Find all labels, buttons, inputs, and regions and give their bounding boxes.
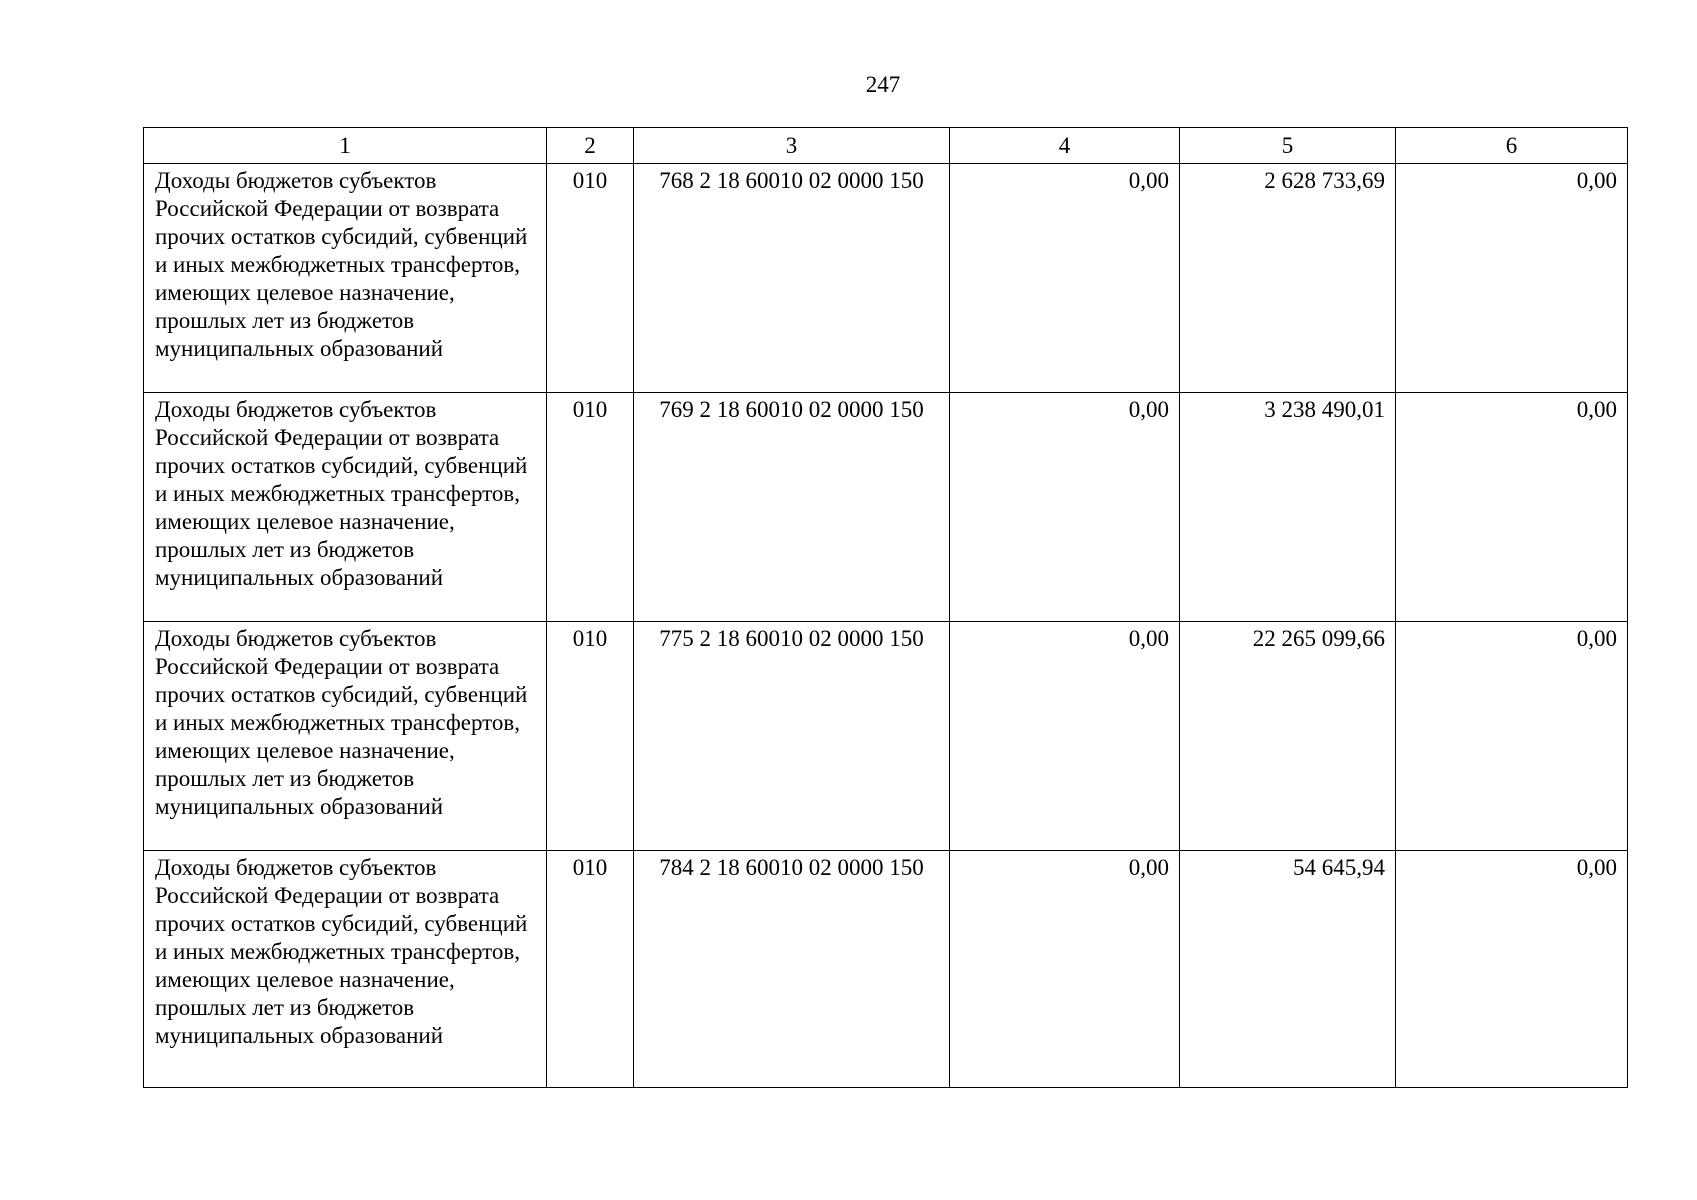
line-code-cell: 010: [547, 164, 634, 393]
table-row: [144, 622, 1628, 851]
value-col5-cell: 3 238 490,01: [1180, 393, 1396, 622]
income-name-cell: Доходы бюджетов субъектов Российской Федерации от возврата прочих остатков субсидий, субвенций и иных межбюджетных трансфертов, имеющих целевое назначение, прошлых лет из бюджетов муниципальных образований: [144, 851, 547, 1088]
value-col6-cell: 0,00: [1396, 622, 1628, 851]
income-name-cell: Доходы бюджетов субъектов Российской Федерации от возврата прочих остатков субсидий, субвенций и иных межбюджетных трансфертов, имеющих целевое назначение, прошлых лет из бюджетов муниципальных образований: [144, 164, 547, 393]
value-col4-cell: 0,00: [950, 851, 1180, 1088]
income-name-cell: Доходы бюджетов субъектов Российской Федерации от возврата прочих остатков субсидий, субвенций и иных межбюджетных трансфертов, имеющих целевое назначение, прошлых лет из бюджетов муниципальных образований: [144, 622, 547, 851]
column-header-4: 4: [950, 128, 1180, 164]
line-code-cell: 010: [547, 622, 634, 851]
budget-income-table: [143, 127, 1628, 1088]
column-header-3: 3: [634, 128, 950, 164]
income-name-cell: Доходы бюджетов субъектов Российской Федерации от возврата прочих остатков субсидий, субвенций и иных межбюджетных трансфертов, имеющих целевое назначение, прошлых лет из бюджетов муниципальных образований: [144, 393, 547, 622]
value-col5-cell: 2 628 733,69: [1180, 164, 1396, 393]
value-col5-cell: 54 645,94: [1180, 851, 1396, 1088]
page-number: 247: [865, 72, 901, 97]
value-col4-cell: 0,00: [950, 622, 1180, 851]
value-col4-cell: 0,00: [950, 164, 1180, 393]
value-col6-cell: 0,00: [1396, 164, 1628, 393]
line-code-cell: 010: [547, 393, 634, 622]
line-code-cell: 010: [547, 851, 634, 1088]
column-header-6: 6: [1396, 128, 1628, 164]
budget-classification-code-cell: 775 2 18 60010 02 0000 150: [634, 622, 950, 851]
table-row: [144, 851, 1628, 1088]
column-header-1: 1: [144, 128, 547, 164]
header-row: [144, 128, 1628, 164]
value-col6-cell: 0,00: [1396, 393, 1628, 622]
budget-classification-code-cell: 784 2 18 60010 02 0000 150: [634, 851, 950, 1088]
column-header-5: 5: [1180, 128, 1396, 164]
table-row: [144, 164, 1628, 393]
table-row: [144, 393, 1628, 622]
value-col4-cell: 0,00: [950, 393, 1180, 622]
column-header-2: 2: [547, 128, 634, 164]
budget-classification-code-cell: 769 2 18 60010 02 0000 150: [634, 393, 950, 622]
value-col6-cell: 0,00: [1396, 851, 1628, 1088]
budget-classification-code-cell: 768 2 18 60010 02 0000 150: [634, 164, 950, 393]
value-col5-cell: 22 265 099,66: [1180, 622, 1396, 851]
